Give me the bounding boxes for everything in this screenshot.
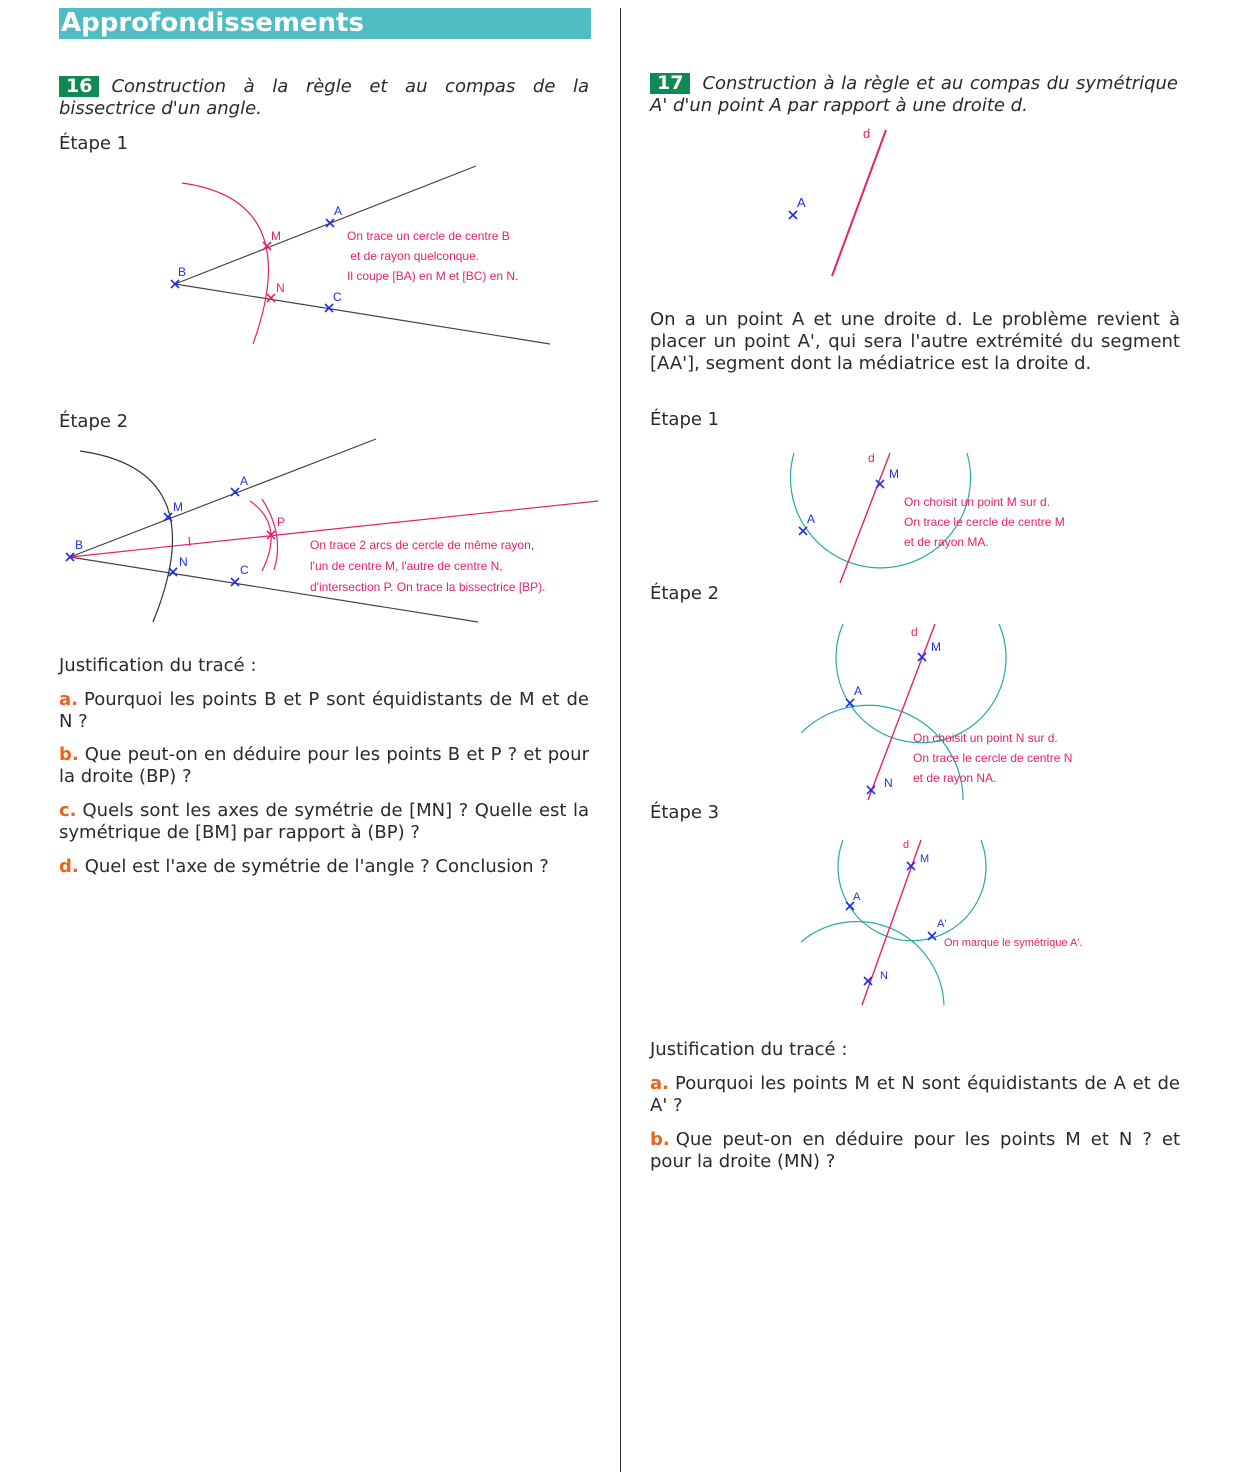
circle-arc-B xyxy=(80,451,173,622)
point-N xyxy=(169,568,177,576)
ex16-step2-label: Étape 2 xyxy=(59,411,129,432)
label-M: M xyxy=(173,500,183,514)
ex16-question-d xyxy=(59,856,589,878)
ex16-step2-figure xyxy=(55,435,600,625)
label-P: P xyxy=(277,515,286,529)
label-C: C xyxy=(333,290,342,304)
step1-caption-line2: On trace le cercle de centre M xyxy=(904,515,1065,529)
circle-N xyxy=(801,922,944,1005)
label-A: A xyxy=(240,474,249,488)
circle-M xyxy=(791,453,971,568)
label-B: B xyxy=(178,265,187,279)
label-M: M xyxy=(920,853,930,865)
ex16-step1-label: Étape 1 xyxy=(59,133,129,154)
question-text: Quel est l'axe de symétrie de l'angle ? Conclusion ? xyxy=(84,856,549,877)
line-d xyxy=(840,453,890,583)
ray-BC xyxy=(175,284,550,344)
step1-caption-line1: On choisit un point M sur d. xyxy=(904,495,1051,509)
ex16-question-b xyxy=(59,744,589,788)
question-letter: a. xyxy=(650,1073,669,1094)
label-d: d xyxy=(911,625,918,639)
column-divider xyxy=(620,8,621,1472)
step1-caption-line1: On trace un cercle de centre B xyxy=(347,229,510,243)
exercise-17-number: 17 xyxy=(650,73,690,94)
point-M xyxy=(876,480,884,488)
point-A-prime xyxy=(928,932,936,940)
label-A: A xyxy=(334,204,343,218)
label-d: d xyxy=(903,839,910,851)
label-B: B xyxy=(75,538,84,552)
ex17-step1-figure xyxy=(780,448,1100,588)
question-letter: d. xyxy=(59,856,79,877)
question-text: Quels sont les axes de symétrie de [MN] ? Quelle est la symétrique de [BM] par rapport à (BP) ? xyxy=(59,800,589,843)
ex17-step1-label: Étape 1 xyxy=(650,409,720,430)
label-A: A xyxy=(797,195,806,210)
step1-caption-line3: Il coupe [BA) en M et [BC) en N. xyxy=(347,269,519,283)
ex17-step2-figure xyxy=(795,620,1105,805)
ex16-justification-label: Justification du tracé : xyxy=(59,655,257,676)
step1-caption-line3: et de rayon MA. xyxy=(904,535,989,549)
label-A: A xyxy=(853,891,861,903)
exercise-17-title-text: Construction à la règle et au compas du symétrique A' d'un point A par rapport à une droite d. xyxy=(650,73,1178,116)
step2-caption-line3: d'intersection P. On trace la bissectrice [BP). xyxy=(310,580,546,594)
question-letter: b. xyxy=(650,1129,670,1150)
exercise-17-title xyxy=(650,73,1178,117)
question-text: Pourquoi les points M et N sont équidistants de A et de A' ? xyxy=(650,1073,1180,1116)
ex16-question-c xyxy=(59,800,589,844)
exercise-16-title-text: Construction à la règle et au compas de la bissectrice d'un angle. xyxy=(59,76,589,119)
point-A xyxy=(326,219,334,227)
step2-caption-line1: On trace 2 arcs de cercle de même rayon, xyxy=(310,538,535,552)
label-M: M xyxy=(931,640,941,654)
section-header: Approfondissements xyxy=(59,8,591,39)
step3-caption: On marque le symétrique A'. xyxy=(944,937,1083,949)
step2-caption-line2: On trace le cercle de centre N xyxy=(913,751,1073,765)
step2-caption-line1: On choisit un point N sur d. xyxy=(913,731,1058,745)
ray-BA xyxy=(175,166,476,284)
step2-caption-line2: l'un de centre M, l'autre de centre N, xyxy=(310,559,503,573)
point-C xyxy=(231,578,239,586)
ex17-question-a xyxy=(650,1073,1180,1117)
point-A xyxy=(799,527,807,535)
label-C: C xyxy=(240,563,249,577)
exercise-16-number: 16 xyxy=(59,76,99,97)
label-M: M xyxy=(271,229,281,243)
ex17-intro-figure xyxy=(770,122,910,282)
point-N xyxy=(267,294,275,302)
label-N: N xyxy=(884,776,893,790)
ex17-justification-label: Justification du tracé : xyxy=(650,1039,848,1060)
point-A xyxy=(846,699,854,707)
point-A xyxy=(846,902,854,910)
exercise-16-title xyxy=(59,76,589,120)
label-d: d xyxy=(863,126,871,141)
circle-arc-B xyxy=(182,183,268,344)
ex17-intro-text: On a un point A et une droite d. Le problème revient à placer un point A', qui sera l'autre extrémité du segment [AA'], segment dont la médiatrice est la droite d. xyxy=(650,309,1180,374)
label-N: N xyxy=(880,970,888,982)
step2-caption-line3: et de rayon NA. xyxy=(913,771,997,785)
ex17-step2-label: Étape 2 xyxy=(650,583,720,604)
question-letter: c. xyxy=(59,800,77,821)
line-d xyxy=(832,130,886,276)
step1-caption-line2: et de rayon quelconque. xyxy=(347,249,480,263)
point-A xyxy=(789,211,797,219)
question-letter: a. xyxy=(59,689,78,710)
label-d: d xyxy=(868,451,875,465)
question-text: Que peut-on en déduire pour les points M et N ? et pour la droite (MN) ? xyxy=(650,1129,1180,1172)
ex16-step1-figure xyxy=(160,160,560,350)
label-A: A xyxy=(807,512,816,526)
question-letter: b. xyxy=(59,744,79,765)
ex16-question-a xyxy=(59,689,589,733)
label-A: A xyxy=(854,684,863,698)
ex17-step3-label: Étape 3 xyxy=(650,802,720,823)
label-M: M xyxy=(889,467,899,481)
question-text: Pourquoi les points B et P sont équidistants de M et de N ? xyxy=(59,689,589,732)
ex17-question-b xyxy=(650,1129,1180,1173)
label-N: N xyxy=(276,281,285,295)
label-N: N xyxy=(179,555,188,569)
label-A-prime: A' xyxy=(937,918,947,930)
question-text: Que peut-on en déduire pour les points B et P ? et pour la droite (BP) ? xyxy=(59,744,589,787)
ex17-step3-figure xyxy=(795,835,1105,1010)
